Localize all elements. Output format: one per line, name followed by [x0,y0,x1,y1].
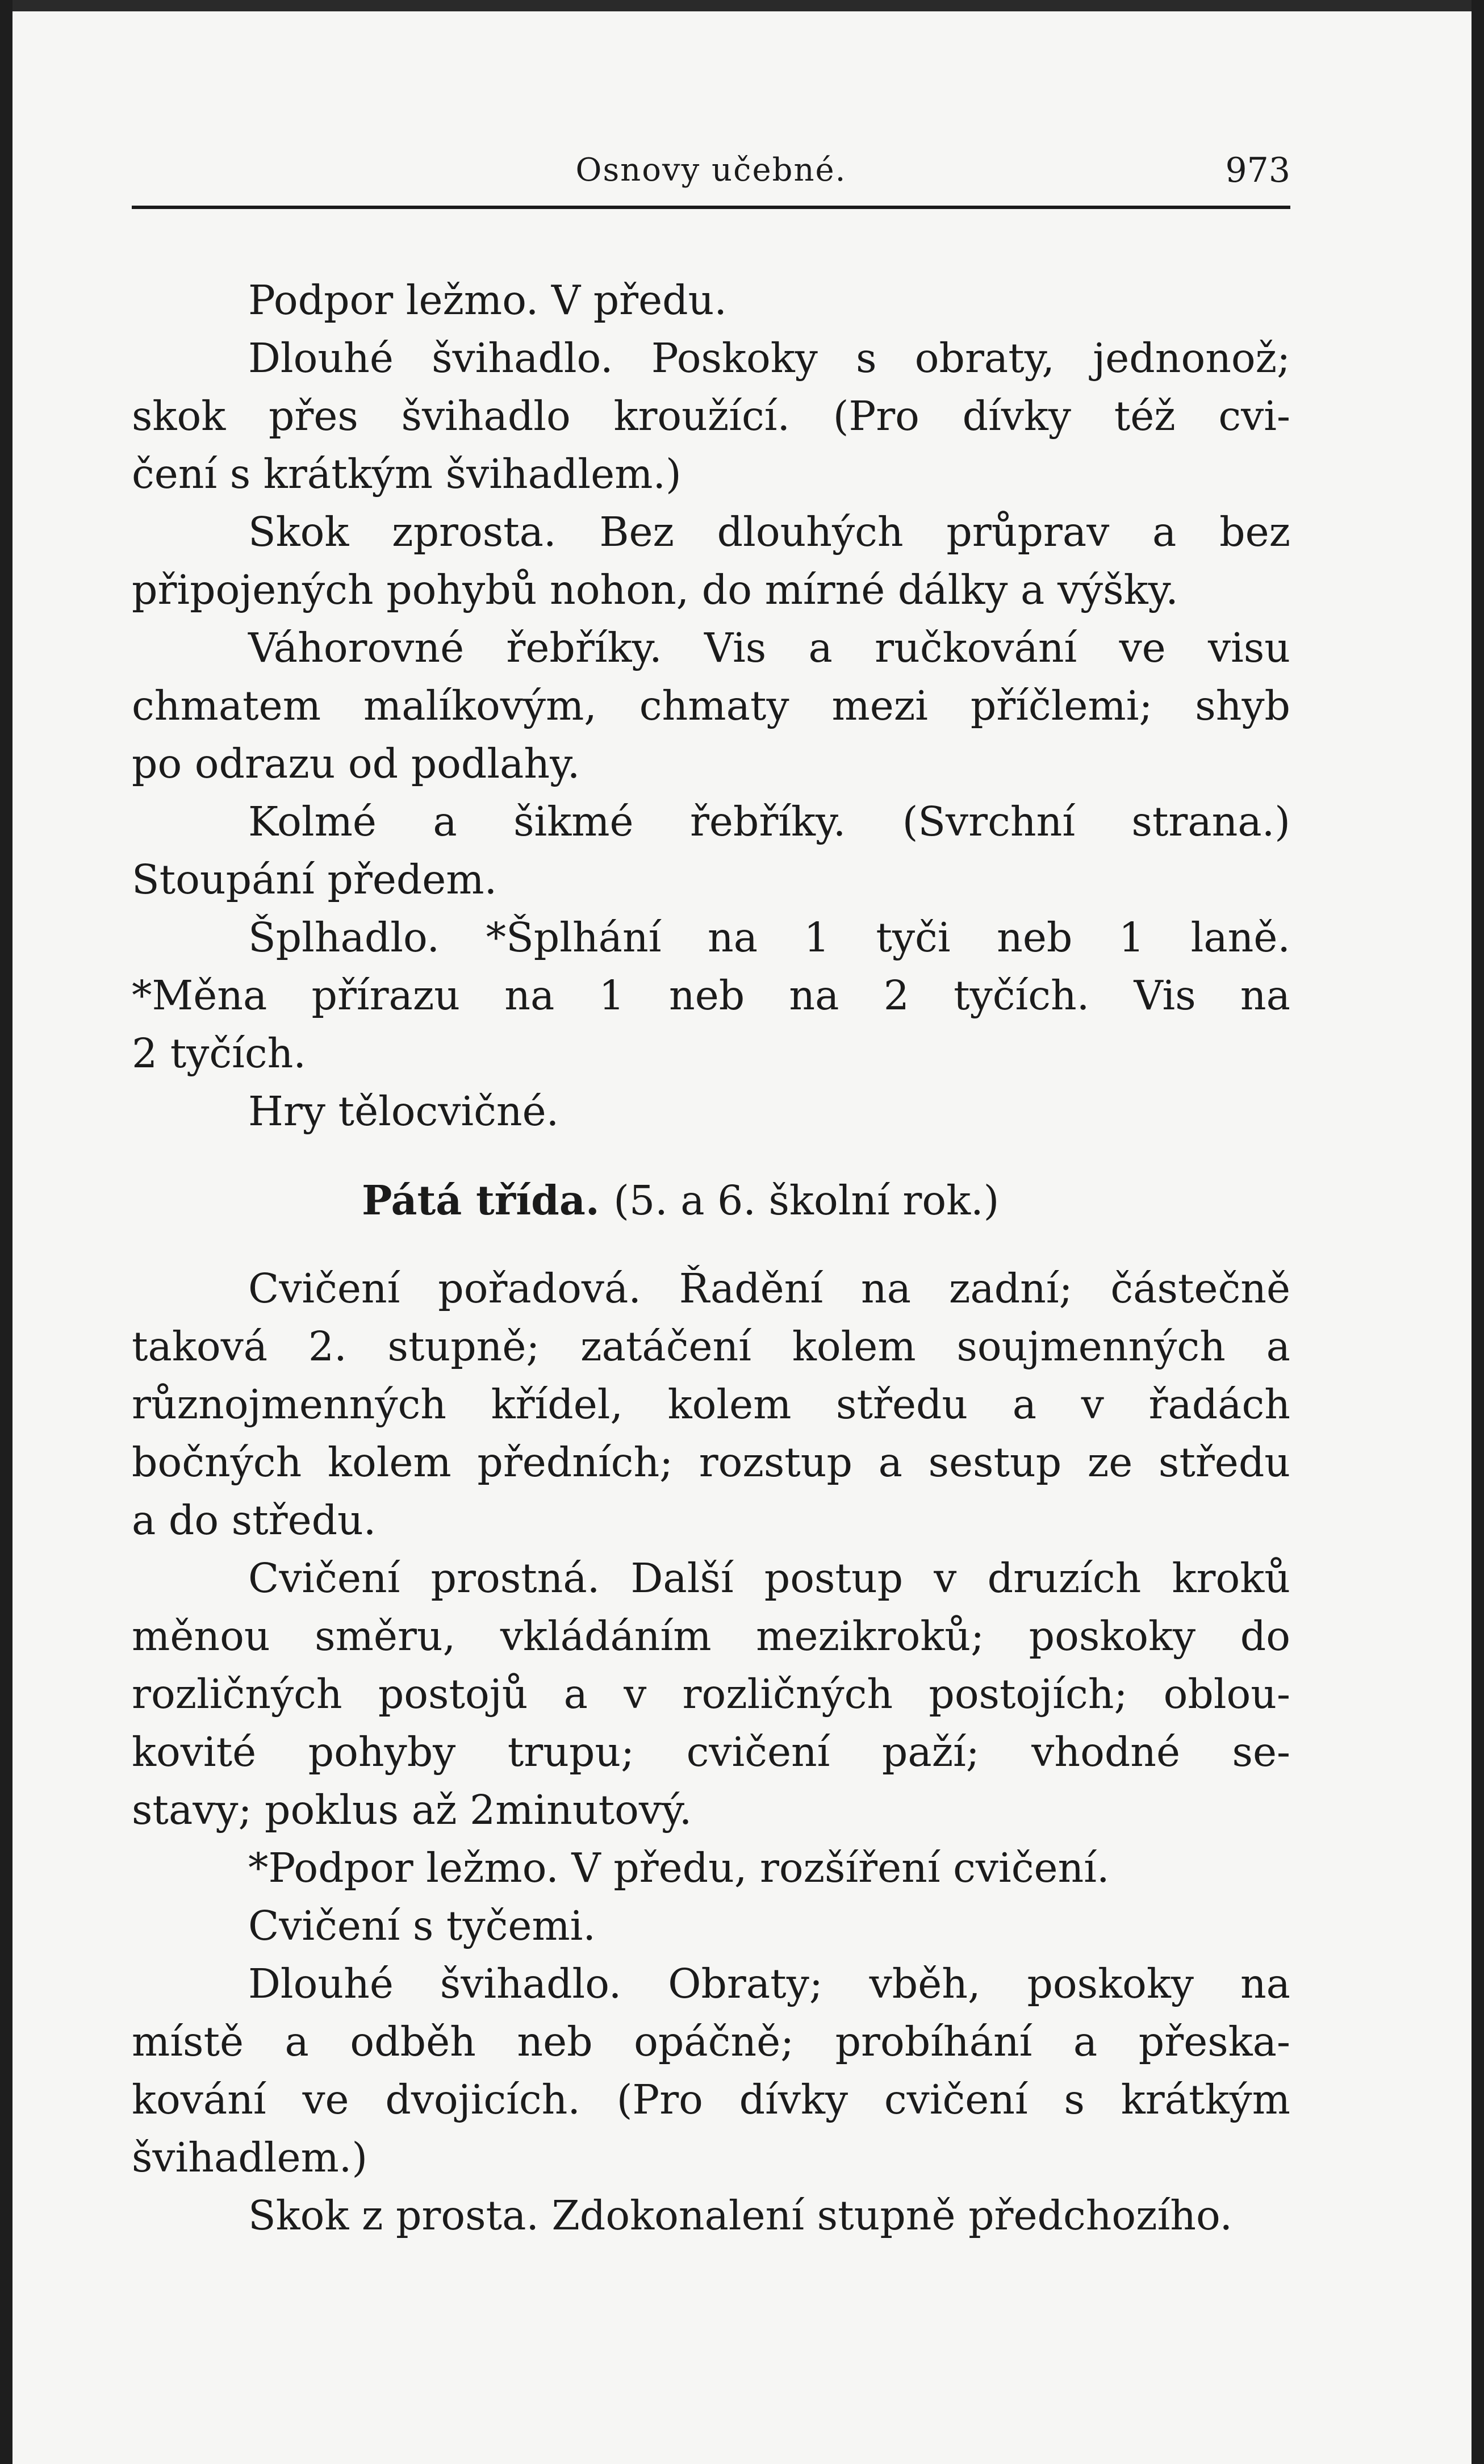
text-line: místě a odběh neb opáčně; probíhání a přeska- [132,2018,1290,2065]
scan-edge-top [0,0,1484,11]
text-line: stavy; poklus až 2minutový. [132,1786,692,1834]
text-line: Cvičení s tyčemi. [248,1902,596,1949]
text-line: po odrazu od podlahy. [132,740,580,787]
text-line: kování ve dvojicích. (Pro dívky cvičení s krátkým [132,2076,1290,2123]
text-line: kovité pohyby trupu; cvičení paží; vhodné se- [132,1728,1290,1776]
text-line: chmatem malíkovým, chmaty mezi příčlemi; shyb [132,682,1290,729]
text-line: Kolmé a šikmé řebříky. (Svrchní strana.) [248,798,1290,845]
text-line: Šplhadlo. *Šplhání na 1 tyči neb 1 laně. [248,914,1290,961]
text-line: 2 tyčích. [132,1030,306,1077]
text-line: a do středu. [132,1497,377,1544]
scan-edge-left [0,0,12,2464]
text-line: Cvičení prostná. Další postup v druzích kroků [248,1555,1290,1602]
text-line: Dlouhé švihadlo. Poskoky s obraty, jednonož; [248,335,1290,382]
section-heading [132,1171,1290,1229]
text-line: měnou směru, vkládáním mezikroků; poskoky do [132,1613,1290,1660]
text-line: bočných kolem předních; rozstup a sestup ze středu [132,1439,1290,1486]
text-line: Váhorovné řebříky. Vis a ručkování ve visu [248,624,1290,671]
section-title: Pátá třída. [362,1176,600,1224]
text-line: rozličných postojů a v rozličných postojích; oblou- [132,1670,1290,1718]
text-line: připojených pohybů nohon, do mírné dálky a výšky. [132,566,1178,613]
text-line: Stoupání předem. [132,856,498,903]
text-line: Dlouhé švihadlo. Obraty; vběh, poskoky na [248,1960,1290,2007]
header-rule [132,206,1290,209]
text-line: Skok z prosta. Zdokonalení stupně předchozího. [248,2192,1233,2239]
running-head: Osnovy učebné. [575,152,847,189]
body-text [132,272,1290,2245]
scan-edge-right [1472,0,1484,2464]
text-line: Hry tělocvičné. [248,1088,559,1135]
section-note: (5. a 6. školní rok.) [613,1177,1000,1224]
text-line: *Měna přírazu na 1 neb na 2 tyčích. Vis na [132,972,1290,1019]
text-line: Podpor ležmo. V předu. [248,277,727,324]
section-spacer [132,1141,1290,1171]
section-spacer [132,1229,1290,1260]
text-line: taková 2. stupně; zatáčení kolem soujmenných a [132,1323,1290,1370]
page-header [132,142,1290,199]
text-line: Cvičení pořadová. Řadění na zadní; částečně [248,1265,1290,1312]
text-line: Skok zprosta. Bez dlouhých průprav a bez [248,508,1290,556]
text-line: *Podpor ležmo. V předu, rozšíření cvičení. [248,1844,1110,1891]
text-line: švihadlem.) [132,2134,368,2181]
text-line: různojmenných křídel, kolem středu a v řadách [132,1381,1290,1428]
text-line: čení s krátkým švihadlem.) [132,450,682,498]
text-line: skok přes švihadlo kroužící. (Pro dívky též cvi- [132,392,1290,440]
page-number: 973 [1225,151,1290,190]
